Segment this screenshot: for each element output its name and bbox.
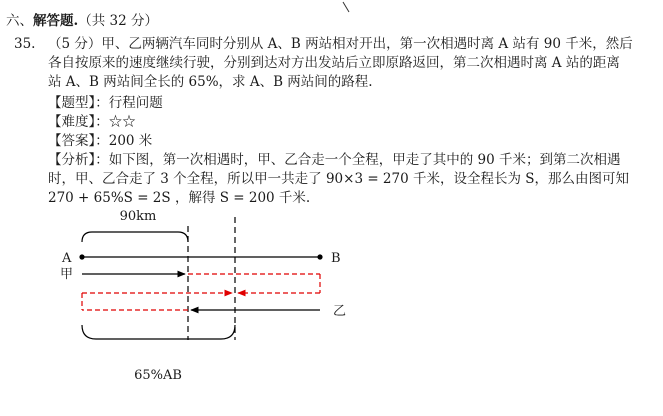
- label-jia: 甲: [60, 267, 74, 282]
- point-B: [317, 254, 322, 259]
- topic-line: 【题型】：行程问题: [48, 95, 163, 111]
- label-90km: 90km: [119, 209, 157, 224]
- section-prefix: 六、: [6, 13, 33, 29]
- question-number: 35.: [14, 36, 36, 52]
- label-B: B: [331, 251, 341, 266]
- section-title: 解答题.: [33, 13, 79, 29]
- analysis-line-3: 270 + 65%S = 2S ，解得 S = 200 千米.: [48, 190, 311, 206]
- question-line-3: 站 A、B 两站间全长的 65%，求 A、B 两站间的路程.: [48, 74, 373, 90]
- bracket-65ab: [82, 325, 235, 339]
- analysis-line-2: 时，甲、乙合走了 3 个全程，所以甲一共走了 90×3 = 270 千米，设全程长为 S，那么由图可知: [48, 171, 630, 187]
- question-line-2: 各自按原来的速度继续行驶，分别到达对方出发站后立即原路返回，第二次相遇时离 A 站的距离: [48, 55, 620, 71]
- analysis-line-1: 【分析】：如下图，第一次相遇时，甲、乙合走一个全程，甲走了其中的 90 千米；到第二次相遇: [48, 152, 621, 168]
- question-line-1: （5 分）甲、乙两辆汽车同时分别从 A、B 两站相对开出，第一次相遇时离 A 站有 90 千米，然后: [48, 36, 633, 52]
- difficulty-line: 【难度】：☆☆: [48, 114, 136, 130]
- point-A: [79, 254, 84, 259]
- section-score: （共 32 分）: [78, 13, 158, 29]
- answer-line: 【答案】：200 米: [48, 133, 153, 149]
- stray-mark: [343, 2, 349, 12]
- label-A: A: [62, 251, 72, 266]
- bracket-90km: [82, 232, 188, 242]
- label-yi: 乙: [333, 304, 347, 319]
- label-65ab: 65%AB: [134, 368, 182, 383]
